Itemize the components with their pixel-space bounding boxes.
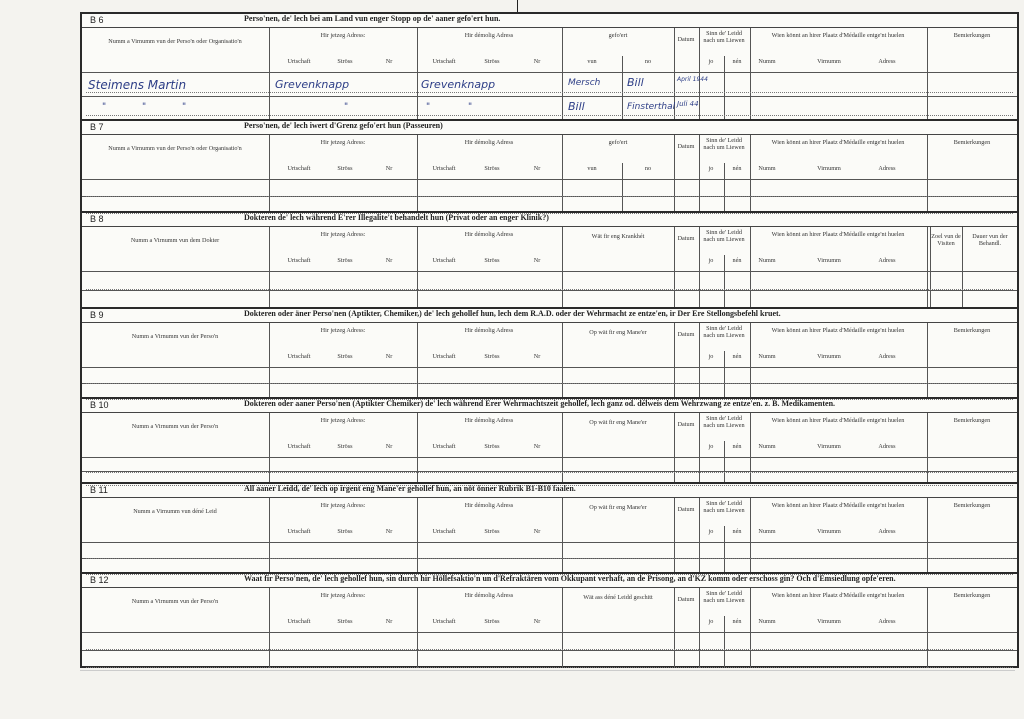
- form-sheet: [80, 12, 1019, 668]
- column-rule: [674, 135, 675, 213]
- medal-address-header: Adress: [878, 443, 896, 450]
- former-address-header: Hir démolig Adress: [464, 592, 514, 599]
- section-b-9: [82, 307, 1017, 397]
- current-address-sub-1: Ströss: [337, 257, 353, 264]
- column-rule: [927, 498, 928, 574]
- transported-to-header: no: [644, 165, 652, 172]
- column-rule: [562, 588, 563, 668]
- medal-header: Wien könnt an hirer Plaatz d'Médaille entge'nt huelen: [771, 32, 905, 39]
- current-address-sub-0: Urtschaft: [287, 257, 311, 264]
- alive-no-header: nén: [732, 443, 742, 450]
- handwritten-from-2: Bill: [568, 100, 585, 113]
- ditto-mark-5: ": [468, 102, 473, 112]
- medal-header: Wien könnt an hirer Plaatz d'Médaille entge'nt huelen: [771, 592, 905, 599]
- header-bottom-rule: [82, 632, 1017, 633]
- former-address-sub-1: Ströss: [484, 443, 500, 450]
- current-address-header: Hir jetzeg Adress:: [320, 592, 366, 599]
- current-address-sub-2: Nr: [385, 443, 393, 450]
- method-header: Wät ass déné Leidd geschitt: [583, 594, 653, 601]
- handwritten-date-2: Juli 44: [677, 100, 699, 108]
- former-address-sub-0: Urtschaft: [432, 443, 456, 450]
- section-header: [82, 574, 1017, 588]
- former-address-sub-2: Nr: [533, 618, 541, 625]
- travel-split-rule: [622, 163, 623, 213]
- alive-no-header: nén: [732, 618, 742, 625]
- column-rule: [562, 413, 563, 484]
- transported-from-header: vun: [587, 58, 597, 65]
- header-bottom-rule: [82, 271, 1017, 272]
- alive-split-rule: [724, 56, 725, 119]
- column-rule: [269, 588, 270, 668]
- column-rule: [269, 413, 270, 484]
- former-address-sub-1: Ströss: [484, 618, 500, 625]
- handwritten-former-place: Grevenknapp: [421, 78, 496, 91]
- former-address-header: Hir démolig Adress: [464, 139, 514, 146]
- former-address-sub-2: Nr: [533, 165, 541, 172]
- method-header: Op wät fir eng Mane'er: [589, 504, 647, 511]
- entry-dotted-line: [86, 289, 1013, 290]
- alive-no-header: nén: [732, 353, 742, 360]
- transported-to-header: no: [644, 58, 652, 65]
- column-rule: [417, 28, 418, 119]
- column-rule: [417, 413, 418, 484]
- name-column-header: Numm a Virnumm vun der Perso'n oder Organisatio'n: [108, 38, 242, 45]
- column-rule: [562, 323, 563, 399]
- medal-header: Wien könnt an hirer Plaatz d'Médaille entge'nt huelen: [771, 231, 905, 238]
- alive-split-rule: [724, 616, 725, 668]
- section-b-8: [82, 211, 1017, 307]
- section-code: B 8: [90, 214, 104, 224]
- ditto-mark-2: ": [182, 102, 187, 112]
- alive-header: Sinn de' Leidd nach um Liewen: [703, 500, 745, 514]
- column-rule: [750, 588, 751, 668]
- column-rule: [927, 28, 928, 119]
- entry-row-rule: [82, 650, 1017, 651]
- date-header: Datum: [677, 235, 695, 242]
- date-header: Datum: [677, 596, 695, 603]
- handwritten-to-2: Finsterthal: [627, 102, 676, 112]
- medal-address-header: Adress: [878, 353, 896, 360]
- current-address-header: Hir jetzeg Adress:: [320, 417, 366, 424]
- medal-firstname-header: Virnumm: [817, 58, 841, 65]
- former-address-sub-1: Ströss: [484, 353, 500, 360]
- header-bottom-rule: [82, 457, 1017, 458]
- current-address-sub-2: Nr: [385, 257, 393, 264]
- column-rule: [417, 588, 418, 668]
- column-rule: [269, 323, 270, 399]
- header-bottom-rule: [82, 72, 1017, 73]
- former-address-sub-0: Urtschaft: [432, 257, 456, 264]
- column-rule: [269, 498, 270, 574]
- entry-row-rule: [82, 96, 1017, 97]
- alive-no-header: nén: [732, 528, 742, 535]
- header-bottom-rule: [82, 367, 1017, 368]
- column-rule: [750, 135, 751, 213]
- medal-firstname-header: Virnumm: [817, 257, 841, 264]
- ditto-mark-0: ": [102, 102, 107, 112]
- treatment-duration-header: Dauer vun der Behandl.: [972, 233, 1008, 247]
- column-rule: [269, 227, 270, 309]
- column-rule: [674, 413, 675, 484]
- current-address-sub-2: Nr: [385, 58, 393, 65]
- header-bottom-rule: [82, 542, 1017, 543]
- current-address-sub-1: Ströss: [337, 353, 353, 360]
- current-address-sub-1: Ströss: [337, 618, 353, 625]
- alive-header: Sinn de' Leidd nach um Liewen: [703, 30, 745, 44]
- header-bottom-rule: [82, 179, 1017, 180]
- section-header: [82, 213, 1017, 227]
- ditto-mark-4: ": [426, 102, 431, 112]
- alive-header: Sinn de' Leidd nach um Liewen: [703, 325, 745, 339]
- former-address-sub-2: Nr: [533, 257, 541, 264]
- section-code: B 7: [90, 122, 104, 132]
- handwritten-current-place: Grevenknapp: [275, 78, 350, 91]
- former-address-sub-0: Urtschaft: [432, 528, 456, 535]
- alive-no-header: nén: [732, 257, 742, 264]
- column-rule: [562, 28, 563, 119]
- alive-split-rule: [724, 351, 725, 399]
- alive-split-rule: [724, 163, 725, 213]
- current-address-header: Hir jetzeg Adress:: [320, 32, 366, 39]
- ditto-mark-3: ": [344, 102, 349, 112]
- current-address-header: Hir jetzeg Adress:: [320, 327, 366, 334]
- medal-name-header: Numm: [758, 165, 776, 172]
- medal-address-header: Adress: [878, 58, 896, 65]
- medal-firstname-header: Virnumm: [817, 165, 841, 172]
- column-rule: [927, 323, 928, 399]
- former-address-header: Hir démolig Adress: [464, 327, 514, 334]
- column-rule: [417, 227, 418, 309]
- column-rule: [750, 227, 751, 309]
- column-rule: [962, 227, 963, 309]
- former-address-sub-2: Nr: [533, 528, 541, 535]
- current-address-sub-2: Nr: [385, 165, 393, 172]
- current-address-header: Hir jetzeg Adress:: [320, 502, 366, 509]
- section-header: [82, 484, 1017, 498]
- column-rule: [750, 28, 751, 119]
- fold-mark: [517, 0, 518, 12]
- column-rule: [562, 498, 563, 574]
- former-address-sub-0: Urtschaft: [432, 165, 456, 172]
- medal-firstname-header: Virnumm: [817, 443, 841, 450]
- medal-address-header: Adress: [878, 528, 896, 535]
- section-b-7: [82, 119, 1017, 211]
- remarks-header: Bemierkungen: [953, 327, 991, 334]
- current-address-sub-0: Urtschaft: [287, 443, 311, 450]
- entry-dotted-line: [86, 667, 1013, 668]
- medal-name-header: Numm: [758, 618, 776, 625]
- section-b-11: [82, 482, 1017, 572]
- alive-yes-header: jo: [708, 528, 714, 535]
- medal-header: Wien könnt an hirer Plaatz d'Médaille entge'nt huelen: [771, 139, 905, 146]
- section-title: Perso'nen, de' lech bei am Land vun enger Stopp op de' aaner gefo'ert hun.: [244, 14, 501, 23]
- former-address-sub-2: Nr: [533, 443, 541, 450]
- section-code: B 12: [90, 575, 109, 585]
- current-address-sub-1: Ströss: [337, 528, 353, 535]
- entry-dotted-line: [86, 558, 1013, 559]
- section-header: [82, 399, 1017, 413]
- alive-header: Sinn de' Leidd nach um Liewen: [703, 415, 745, 429]
- former-address-sub-2: Nr: [533, 58, 541, 65]
- section-code: B 11: [90, 485, 108, 495]
- handwritten-from-1: Mersch: [568, 78, 601, 88]
- former-address-sub-0: Urtschaft: [432, 58, 456, 65]
- section-title: All aaner Leidd, de' lech op irgent eng Mane'er gehollef hun, an nöt önner Rubrik B1-B10 faalen.: [244, 484, 576, 493]
- column-rule: [674, 498, 675, 574]
- current-address-sub-2: Nr: [385, 353, 393, 360]
- name-column-header: Numm a Virnumm vun déné Leid: [133, 508, 217, 515]
- medal-firstname-header: Virnumm: [817, 618, 841, 625]
- entry-row-rule: [82, 290, 1017, 291]
- date-header: Datum: [677, 421, 695, 428]
- column-rule: [674, 588, 675, 668]
- current-address-header: Hir jetzeg Adress:: [320, 231, 366, 238]
- handwritten-to-1: Bill: [627, 76, 644, 89]
- column-rule: [927, 227, 928, 309]
- medal-address-header: Adress: [878, 165, 896, 172]
- section-title: Waat fir Perso'nen, de' lech gehollef hun, sin durch hir Höllefsaktio'n un d'Refraktären vom Okkupant verhaft, an de Prisong, an d'KZ komm oder erschoss gin? Och d'Emsiedlung opfe'eren.: [244, 574, 896, 583]
- remarks-header: Bemierkungen: [953, 592, 991, 599]
- current-address-sub-1: Ströss: [337, 165, 353, 172]
- illness-header: Wät fir eng Krankhét: [591, 233, 645, 240]
- medal-header: Wien könnt an hirer Plaatz d'Médaille entge'nt huelen: [771, 327, 905, 334]
- section-title: Dokteren oder aaner Perso'nen (Aptikter Chemiker) de' lech während Erer Wehrmachtszeit gehollef, lech ganz od. délweis dem Wehrzwang ze entze'en. z. B. Medikamenten.: [244, 399, 836, 408]
- alive-yes-header: jo: [708, 353, 714, 360]
- method-header: Op wät fir eng Mane'er: [589, 329, 647, 336]
- former-address-sub-1: Ströss: [484, 528, 500, 535]
- current-address-sub-0: Urtschaft: [287, 165, 311, 172]
- column-rule: [750, 323, 751, 399]
- column-rule: [417, 323, 418, 399]
- transported-header: gefo'ert: [608, 139, 628, 146]
- former-address-sub-1: Ströss: [484, 257, 500, 264]
- current-address-sub-0: Urtschaft: [287, 58, 311, 65]
- medal-header: Wien könnt an hirer Plaatz d'Médaille entge'nt huelen: [771, 502, 905, 509]
- section-title: Dokteren de' lech während E'rer Illegalite't behandelt hun (Privat oder an enger Klinik?): [244, 213, 549, 222]
- former-address-sub-0: Urtschaft: [432, 353, 456, 360]
- column-rule: [417, 498, 418, 574]
- remarks-header: Bemierkungen: [953, 139, 991, 146]
- current-address-header: Hir jetzeg Adress:: [320, 139, 366, 146]
- medal-name-header: Numm: [758, 58, 776, 65]
- section-code: B 10: [90, 400, 109, 410]
- entry-dotted-line: [86, 115, 1013, 116]
- column-rule: [269, 135, 270, 213]
- alive-yes-header: jo: [708, 618, 714, 625]
- alive-header: Sinn de' Leidd nach um Liewen: [703, 590, 745, 604]
- medal-firstname-header: Virnumm: [817, 353, 841, 360]
- medal-address-header: Adress: [878, 257, 896, 264]
- alive-no-header: nén: [732, 58, 742, 65]
- ditto-mark-1: ": [142, 102, 147, 112]
- date-header: Datum: [677, 506, 695, 513]
- former-address-header: Hir démolig Adress: [464, 32, 514, 39]
- section-header: [82, 309, 1017, 323]
- section-header: [82, 121, 1017, 135]
- former-address-header: Hir démolig Adress: [464, 417, 514, 424]
- alive-yes-header: jo: [708, 58, 714, 65]
- column-rule: [750, 413, 751, 484]
- alive-yes-header: jo: [708, 165, 714, 172]
- column-rule: [417, 135, 418, 213]
- entry-dotted-line: [86, 92, 1013, 93]
- medal-name-header: Numm: [758, 353, 776, 360]
- alive-header: Sinn de' Leidd nach um Liewen: [703, 137, 745, 151]
- entry-dotted-line: [86, 383, 1013, 384]
- transported-header: gefo'ert: [608, 32, 628, 39]
- medal-name-header: Numm: [758, 257, 776, 264]
- alive-split-rule: [724, 526, 725, 574]
- alive-yes-header: jo: [708, 257, 714, 264]
- entry-dotted-line: [86, 472, 1013, 473]
- method-header: Op wät fir eng Mane'er: [589, 419, 647, 426]
- column-rule: [927, 135, 928, 213]
- remarks-header: Bemierkungen: [953, 32, 991, 39]
- alive-no-header: nén: [732, 165, 742, 172]
- former-address-header: Hir démolig Adress: [464, 502, 514, 509]
- column-rule: [927, 588, 928, 668]
- entry-dotted-line: [86, 649, 1013, 650]
- medal-firstname-header: Virnumm: [817, 528, 841, 535]
- section-header: [82, 14, 1017, 28]
- current-address-sub-2: Nr: [385, 618, 393, 625]
- travel-split-rule: [622, 56, 623, 119]
- handwritten-date-1: April 1944: [677, 76, 708, 83]
- name-column-header: Numm a Virnumm vun der Perso'n: [131, 598, 219, 605]
- column-rule: [750, 498, 751, 574]
- former-address-sub-0: Urtschaft: [432, 618, 456, 625]
- medal-name-header: Numm: [758, 443, 776, 450]
- section-b-6: [82, 14, 1017, 119]
- section-title: Dokteren oder äner Perso'nen (Aptikter, Chemiker,) de' lech gehollef hun, lech dem R.A.D. oder der Wehrmacht ze entze'en, ir Der Ere Stellongsbefehl kruet.: [244, 309, 781, 318]
- section-code: B 6: [90, 15, 104, 25]
- scan-edge-line: [80, 670, 1015, 671]
- former-address-header: Hir démolig Adress: [464, 231, 514, 238]
- column-rule: [269, 28, 270, 119]
- date-header: Datum: [677, 143, 695, 150]
- transported-from-header: vun: [587, 165, 597, 172]
- section-title: Perso'nen, de' lech iwert d'Grenz gefo'ert hun (Passeuren): [244, 121, 443, 130]
- date-header: Datum: [677, 331, 695, 338]
- medal-name-header: Numm: [758, 528, 776, 535]
- current-address-sub-2: Nr: [385, 528, 393, 535]
- current-address-sub-1: Ströss: [337, 58, 353, 65]
- current-address-sub-0: Urtschaft: [287, 528, 311, 535]
- section-b-10: [82, 397, 1017, 482]
- handwritten-name: Steimens Martin: [88, 78, 187, 92]
- alive-split-rule: [724, 255, 725, 309]
- visits-header: Zoel vun de Visiten: [931, 233, 961, 247]
- former-address-sub-1: Ströss: [484, 58, 500, 65]
- medal-address-header: Adress: [878, 618, 896, 625]
- date-header: Datum: [677, 36, 695, 43]
- former-address-sub-2: Nr: [533, 353, 541, 360]
- alive-split-rule: [724, 441, 725, 484]
- column-rule: [674, 323, 675, 399]
- current-address-sub-1: Ströss: [337, 443, 353, 450]
- medal-header: Wien könnt an hirer Plaatz d'Médaille entge'nt huelen: [771, 417, 905, 424]
- remarks-header: Bemierkungen: [953, 417, 991, 424]
- column-rule: [562, 135, 563, 213]
- name-column-header: Numm a Virnumm vun der Perso'n: [131, 423, 219, 430]
- alive-yes-header: jo: [708, 443, 714, 450]
- section-b-12: [82, 572, 1017, 666]
- name-column-header: Numm a Virnumm vun der Perso'n: [131, 333, 219, 340]
- section-code: B 9: [90, 310, 104, 320]
- name-column-header: Numm a Virnumm vun dem Dokter: [130, 237, 220, 244]
- current-address-sub-0: Urtschaft: [287, 618, 311, 625]
- column-rule: [674, 227, 675, 309]
- column-rule: [562, 227, 563, 309]
- entry-dotted-line: [86, 196, 1013, 197]
- remarks-header: Bemierkungen: [953, 502, 991, 509]
- alive-header: Sinn de' Leidd nach um Liewen: [703, 229, 745, 243]
- former-address-sub-1: Ströss: [484, 165, 500, 172]
- column-rule: [927, 413, 928, 484]
- name-column-header: Numm a Virnumm vun der Perso'n oder Organisatio'n: [108, 145, 242, 152]
- current-address-sub-0: Urtschaft: [287, 353, 311, 360]
